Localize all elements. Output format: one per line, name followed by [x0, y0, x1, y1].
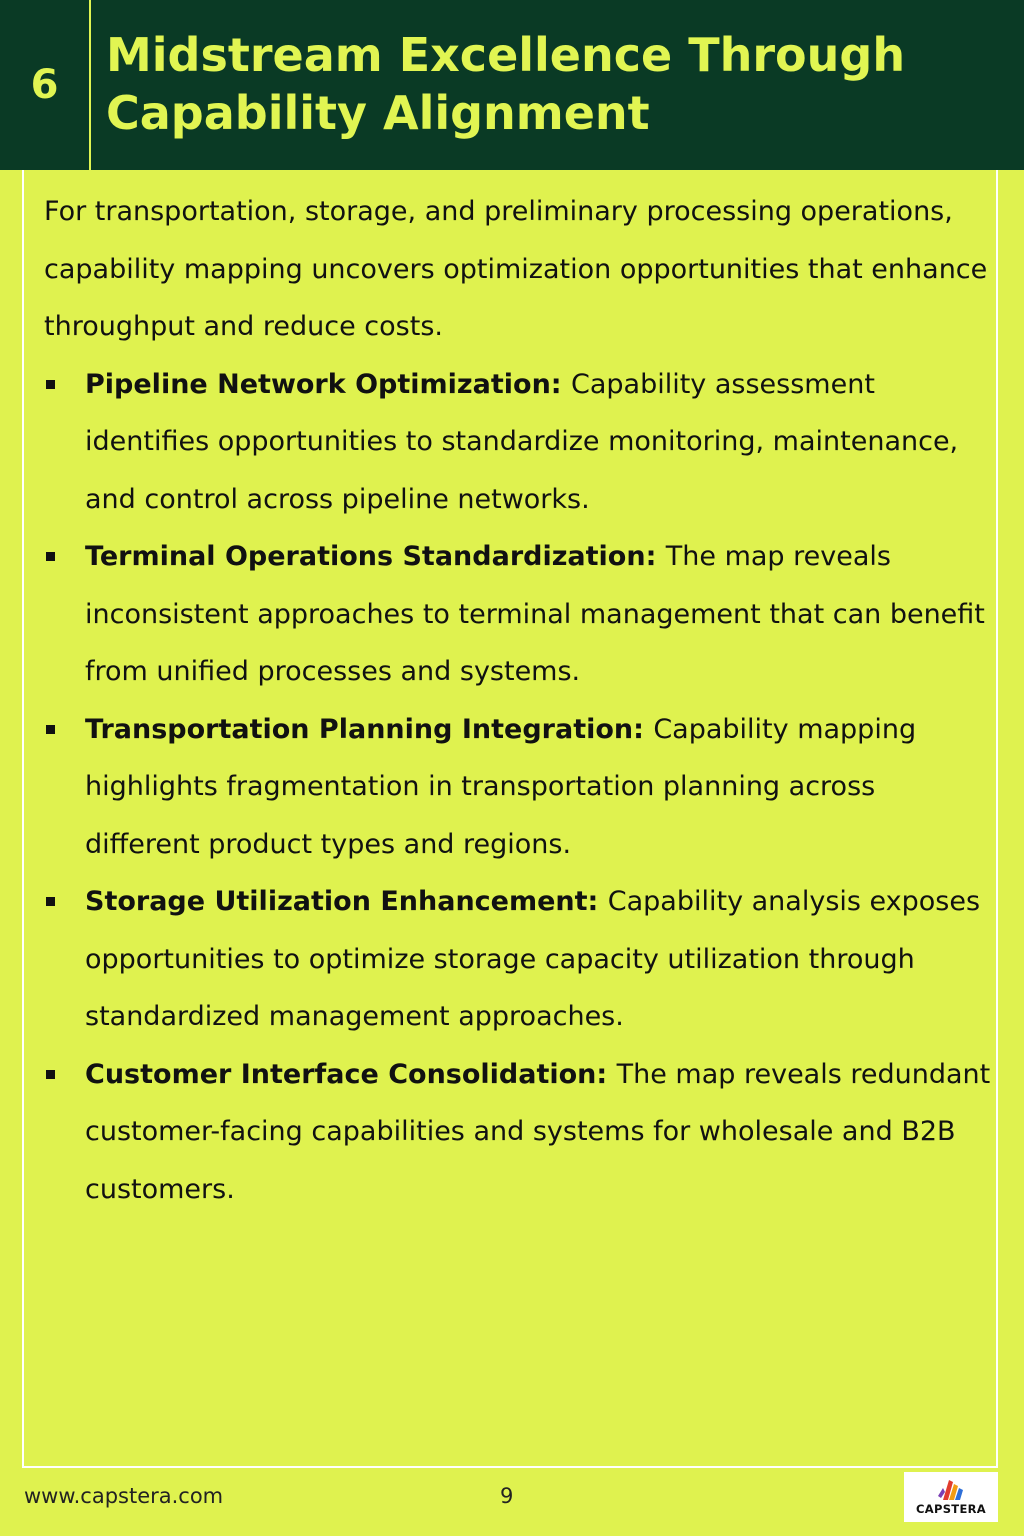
page-header: [0, 0, 1024, 170]
square-bullet-icon: [46, 897, 55, 906]
bullet-text: The map reveals inconsistent approaches to terminal management that can benefit from unified processes and systems.: [85, 541, 985, 687]
header-divider: [89, 0, 91, 170]
square-bullet-icon: [46, 1070, 55, 1079]
bullet-text: Capability analysis exposes opportunities to optimize storage capacity utilization through standardized management approaches.: [85, 886, 981, 1032]
bullet-item: [44, 1046, 994, 1219]
bullet-title: Pipeline Network Optimization:: [85, 368, 571, 400]
logo-text: CAPSTERA: [916, 1502, 986, 1516]
bullet-text: Capability mapping highlights fragmentation in transportation planning across different product types and regions.: [85, 713, 917, 860]
square-bullet-icon: [46, 380, 55, 389]
square-bullet-icon: [46, 552, 55, 561]
bullet-title: Customer Interface Consolidation:: [85, 1058, 617, 1090]
bullet-item: [44, 528, 994, 701]
bullet-title: Storage Utilization Enhancement:: [85, 886, 608, 917]
capstera-logo: [904, 1472, 998, 1522]
bullet-title: Transportation Planning Integration:: [85, 713, 654, 745]
content-body: [44, 183, 994, 1218]
footer-url-link[interactable]: www.capstera.com: [24, 1484, 224, 1508]
square-bullet-icon: [46, 725, 55, 734]
bullet-list: [44, 356, 994, 1219]
section-number: 6: [30, 62, 59, 108]
bullet-item: [44, 356, 994, 529]
bullet-item: [44, 873, 994, 1046]
bullet-text: The map reveals redundant customer-facing capabilities and systems for wholesale and B2B customers.: [85, 1058, 991, 1205]
page-number: 9: [500, 1484, 514, 1508]
bullet-title: Terminal Operations Standardization:: [85, 541, 666, 572]
capstera-logo-icon: [929, 1474, 973, 1502]
page-title: Midstream Excellence Through Capability Alignment: [106, 28, 906, 140]
bullet-text: Capability assessment identifies opportunities to standardize monitoring, maintenance, and control across pipeline networks.: [85, 368, 959, 515]
intro-paragraph: For transportation, storage, and preliminary processing operations, capability mapping uncovers optimization opportunities that enhance throughput and reduce costs.: [44, 196, 988, 342]
bullet-item: [44, 701, 994, 874]
